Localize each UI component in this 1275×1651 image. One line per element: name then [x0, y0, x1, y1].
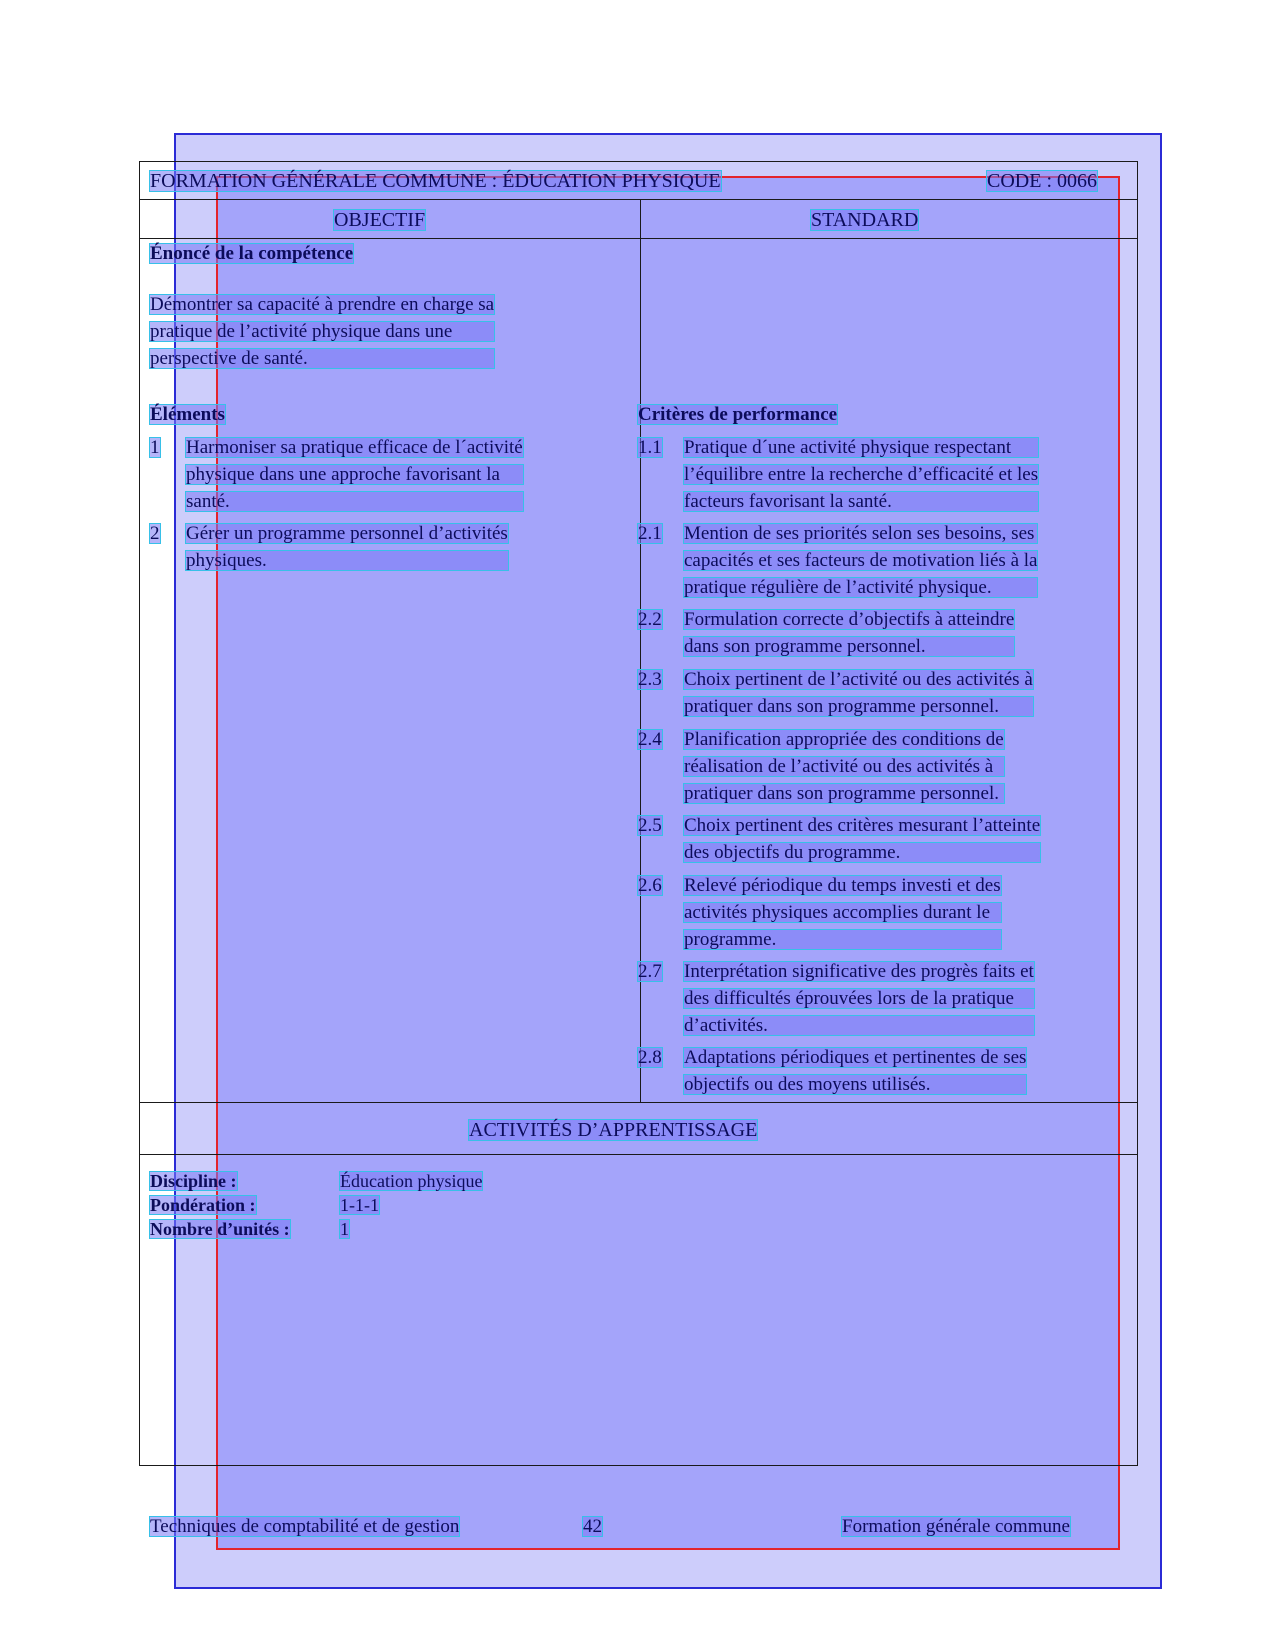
- field-label-ponderation: Pondération :: [150, 1195, 256, 1215]
- criteria-item: [683, 669, 1034, 723]
- criteria-line: programme.: [683, 929, 1002, 950]
- criteria-heading: Critères de performance: [638, 404, 838, 425]
- criteria-item: [683, 729, 1005, 810]
- criteria-item: [683, 1047, 1027, 1101]
- competence-line: Démontrer sa capacité à prendre en charge sa: [150, 294, 495, 315]
- element-item: [185, 437, 524, 515]
- element-line: physique dans une approche favorisant la: [185, 464, 524, 485]
- criteria-line: Mention de ses priorités selon ses besoins, ses: [683, 523, 1038, 544]
- criteria-line: Relevé périodique du temps investi et des: [684, 875, 1001, 896]
- criteria-item: [683, 609, 1015, 663]
- criteria-number: 2.1: [638, 523, 662, 544]
- competence-line: pratique de l’activité physique dans une: [149, 321, 495, 342]
- criteria-number: 1.1: [638, 437, 662, 458]
- column-standard: STANDARD: [811, 209, 919, 231]
- column-objectif: OBJECTIF: [334, 209, 426, 231]
- footer-page-number: 42: [583, 1516, 602, 1537]
- criteria-line: Formulation correcte d’objectifs à atteindre: [684, 609, 1015, 630]
- criteria-number: 2.4: [638, 729, 662, 750]
- activities-heading: ACTIVITÉS D’APPRENTISSAGE: [469, 1119, 758, 1141]
- criteria-line: objectifs ou des moyens utilisés.: [683, 1074, 1027, 1095]
- divider-activities-bottom: [139, 1154, 1138, 1155]
- criteria-line: pratiquer dans son programme personnel.: [683, 696, 1034, 717]
- criteria-line: pratique régulière de l’activité physique.: [683, 577, 1038, 598]
- competence-text: [149, 294, 495, 372]
- element-line: santé.: [185, 491, 524, 512]
- footer-right: Formation générale commune: [842, 1516, 1070, 1537]
- field-value-unites: 1: [340, 1219, 349, 1239]
- header-code: CODE : 0066: [987, 170, 1097, 192]
- element-number: 2: [150, 523, 160, 544]
- divider-columns: [139, 238, 1138, 239]
- elements-heading: Éléments: [150, 404, 225, 425]
- field-label-discipline: Discipline :: [150, 1171, 237, 1191]
- criteria-line: activités physiques accomplies durant le: [683, 902, 1002, 923]
- criteria-line: Interprétation significative des progrès faits et: [684, 961, 1034, 982]
- criteria-item: [683, 437, 1039, 518]
- header-title: FORMATION GÉNÉRALE COMMUNE : ÉDUCATION PHYSIQUE: [150, 170, 721, 192]
- criteria-item: [683, 523, 1038, 604]
- field-value-discipline: Éducation physique: [340, 1171, 483, 1191]
- criteria-line: l’équilibre entre la recherche d’efficacité et les: [684, 464, 1039, 485]
- criteria-number: 2.2: [638, 609, 662, 630]
- divider-activities-top: [139, 1102, 1138, 1103]
- criteria-item: [683, 815, 1041, 869]
- competence-line: perspective de santé.: [149, 348, 495, 369]
- criteria-line: des difficultés éprouvées lors de la pratique: [683, 988, 1035, 1009]
- criteria-number: 2.5: [638, 815, 662, 836]
- criteria-line: pratiquer dans son programme personnel.: [683, 783, 1005, 804]
- criteria-line: Choix pertinent de l’activité ou des activités à: [684, 669, 1033, 690]
- field-label-unites: Nombre d’unités :: [150, 1219, 290, 1239]
- criteria-number: 2.6: [638, 875, 662, 896]
- competence-heading: Énoncé de la compétence: [150, 243, 354, 264]
- criteria-line: facteurs favorisant la santé.: [683, 491, 1039, 512]
- criteria-line: Pratique d´une activité physique respectant: [683, 437, 1039, 458]
- element-line: physiques.: [185, 550, 509, 571]
- criteria-number: 2.7: [638, 961, 662, 982]
- criteria-line: capacités et ses facteurs de motivation liés à la: [684, 550, 1038, 571]
- criteria-line: Adaptations périodiques et pertinentes de ses: [684, 1047, 1027, 1068]
- field-value-ponderation: 1-1-1: [340, 1195, 379, 1215]
- criteria-line: réalisation de l’activité ou des activités à: [683, 756, 1005, 777]
- criteria-line: Planification appropriée des conditions de: [684, 729, 1004, 750]
- criteria-line: d’activités.: [683, 1015, 1035, 1036]
- criteria-number: 2.3: [638, 669, 662, 690]
- element-item: [185, 523, 509, 574]
- criteria-item: [683, 961, 1035, 1042]
- criteria-item: [683, 875, 1002, 956]
- criteria-line: dans son programme personnel.: [683, 636, 1015, 657]
- criteria-line: Choix pertinent des critères mesurant l’atteinte: [684, 815, 1041, 836]
- criteria-line: des objectifs du programme.: [683, 842, 1041, 863]
- footer-left: Techniques de comptabilité et de gestion: [150, 1516, 460, 1537]
- element-number: 1: [150, 437, 160, 458]
- divider-header: [139, 199, 1138, 200]
- element-line: Gérer un programme personnel d’activités: [186, 523, 508, 544]
- criteria-number: 2.8: [638, 1047, 662, 1068]
- element-line: Harmoniser sa pratique efficace de l´activité: [186, 437, 523, 458]
